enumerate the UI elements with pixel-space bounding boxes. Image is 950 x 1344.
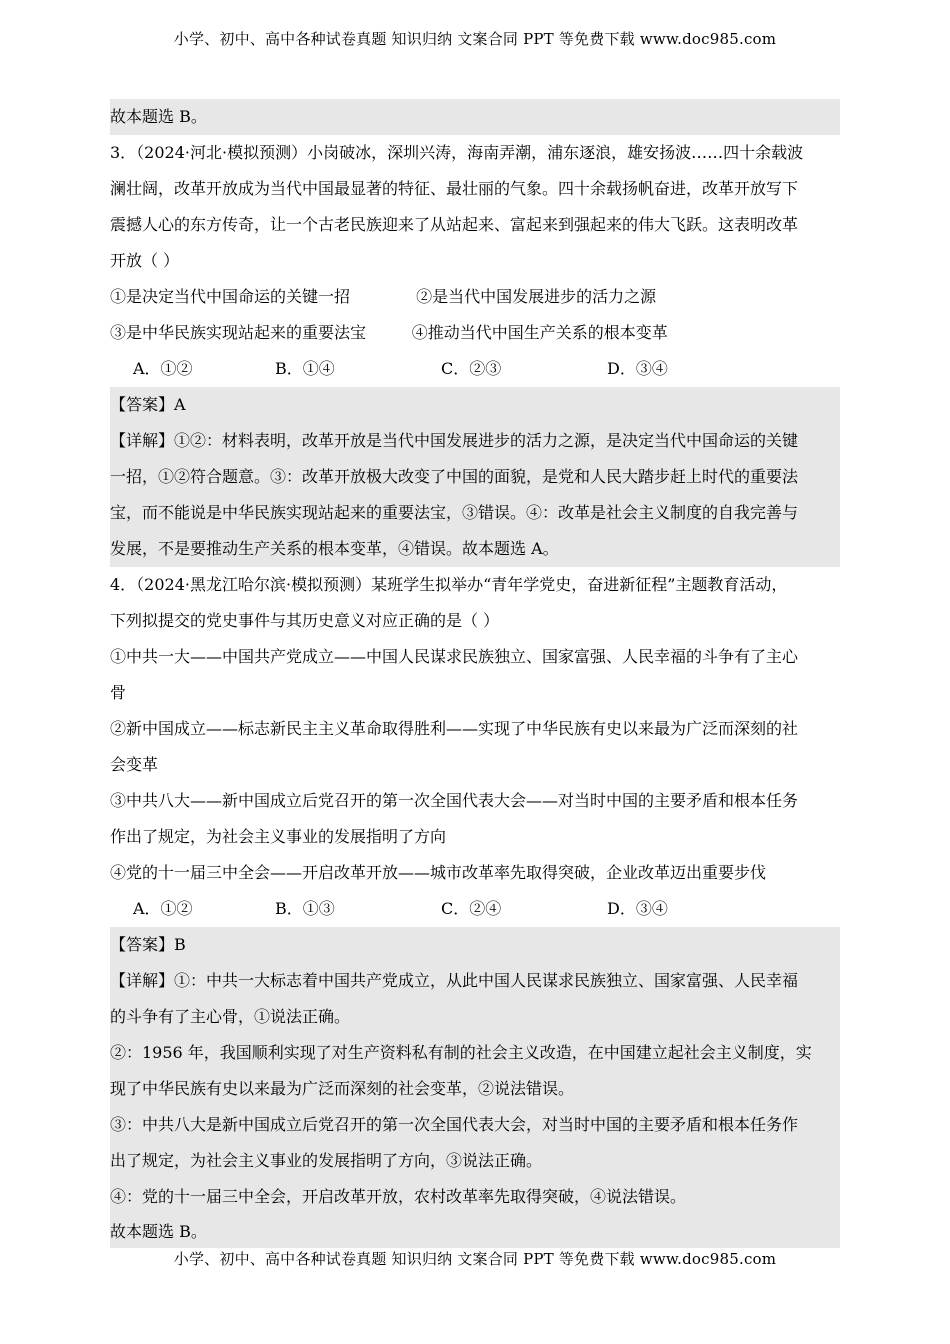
q3-option-a: A．①②: [133, 359, 193, 378]
q4-explanation-line: 出了规定，为社会主义事业的发展指明了方向，③说法正确。: [110, 1151, 543, 1170]
document-body: [110, 99, 840, 1248]
q4-option-c: C．②④: [441, 899, 502, 918]
prev-conclusion: 故本题选 B。: [110, 99, 840, 135]
q4-answer: 【答案】B: [110, 935, 186, 954]
q3-stem-line: 开放（ ）: [110, 251, 180, 270]
q4-answer-block: [110, 927, 840, 1248]
q4-explanation-line: ④：党的十一届三中全会，开启改革开放，农村改革率先取得突破，④说法错误。: [110, 1187, 687, 1206]
q3-option-c: C．②③: [441, 359, 502, 378]
q4-stem-line: 下列拟提交的党史事件与其历史意义对应正确的是（ ）: [110, 611, 500, 630]
q4-statement-line: 骨: [110, 683, 127, 702]
q3-explanation-line: 【详解】①②：材料表明，改革开放是当代中国发展进步的活力之源，是决定当代中国命运的关键: [110, 431, 799, 450]
q4-explanation-line: 【详解】①：中共一大标志着中国共产党成立，从此中国人民谋求民族独立、国家富强、人民幸福: [110, 971, 799, 990]
q4-statement-line: 作出了规定，为社会主义事业的发展指明了方向: [110, 827, 447, 846]
q4-explanation-line: ③：中共八大是新中国成立后党召开的第一次全国代表大会，对当时中国的主要矛盾和根本任务作: [110, 1115, 799, 1134]
question-3: [110, 135, 840, 567]
q4-options: [110, 891, 840, 927]
q3-statement: ③是中华民族实现站起来的重要法宝 ④推动当代中国生产关系的根本变革: [110, 323, 668, 342]
q4-statement-line: 会变革: [110, 755, 159, 774]
q4-statement-line: ②新中国成立——标志新民主主义革命取得胜利——实现了中华民族有史以来最为广泛而深刻的社: [110, 719, 799, 738]
q4-explanation-line: 故本题选 B。: [110, 1222, 207, 1241]
q4-explanation-line: 现了中华民族有史以来最为广泛而深刻的社会变革，②说法错误。: [110, 1079, 575, 1098]
q3-stem-line: 澜壮阔，改革开放成为当代中国最显著的特征、最壮丽的气象。四十余载扬帆奋进，改革开放写下: [110, 179, 799, 198]
q4-statement-line: ①中共一大——中国共产党成立——中国人民谋求民族独立、国家富强、人民幸福的斗争有了主心: [110, 647, 799, 666]
q4-explanation-line: ②：1956 年，我国顺利实现了对生产资料私有制的社会主义改造，在中国建立起社会主义制度，实: [110, 1043, 812, 1062]
q3-option-b: B．①④: [275, 359, 335, 378]
q3-explanation-line: 宝，而不能说是中华民族实现站起来的重要法宝，③错误。④：改革是社会主义制度的自我完善与: [110, 503, 799, 522]
q3-option-d: D．③④: [607, 359, 668, 378]
q4-explanation-line: 的斗争有了主心骨，①说法正确。: [110, 1007, 351, 1026]
q3-statement: ①是决定当代中国命运的关键一招 ②是当代中国发展进步的活力之源: [110, 287, 657, 306]
q3-answer: 【答案】A: [110, 395, 186, 414]
q3-explanation-line: 一招，①②符合题意。③：改革开放极大改变了中国的面貌，是党和人民大踏步赶上时代的重要法: [110, 467, 799, 486]
page-footer: 小学、初中、高中各种试卷真题 知识归纳 文案合同 PPT 等免费下载 www.doc985.com: [173, 1250, 777, 1268]
q3-stem-line: 震撼人心的东方传奇，让一个古老民族迎来了从站起来、富起来到强起来的伟大飞跃。这表明改革: [110, 215, 799, 234]
q4-statement-line: ④党的十一届三中全会——开启改革开放——城市改革率先取得突破，企业改革迈出重要步伐: [110, 863, 767, 882]
q4-statement-line: ③中共八大——新中国成立后党召开的第一次全国代表大会——对当时中国的主要矛盾和根本任务: [110, 791, 799, 810]
q4-option-d: D．③④: [607, 899, 668, 918]
q4-option-b: B．①③: [275, 899, 335, 918]
q4-stem-line: 4．（2024·黑龙江哈尔滨·模拟预测）某班学生拟举办“青年学党史，奋进新征程”主题教育活动，: [110, 575, 788, 594]
page-header: 小学、初中、高中各种试卷真题 知识归纳 文案合同 PPT 等免费下载 www.doc985.com: [173, 30, 777, 48]
q4-option-a: A．①②: [133, 899, 193, 918]
q3-explanation-line: 发展，不是要推动生产关系的根本变革，④错误。故本题选 A。: [110, 539, 559, 558]
q3-answer-block: [110, 387, 840, 567]
question-4: [110, 567, 840, 1248]
q3-options: [110, 351, 840, 387]
q3-stem-line: 3．（2024·河北·模拟预测）小岗破冰，深圳兴涛，海南弄潮，浦东逐浪，雄安扬波……四十余载波: [110, 143, 804, 162]
